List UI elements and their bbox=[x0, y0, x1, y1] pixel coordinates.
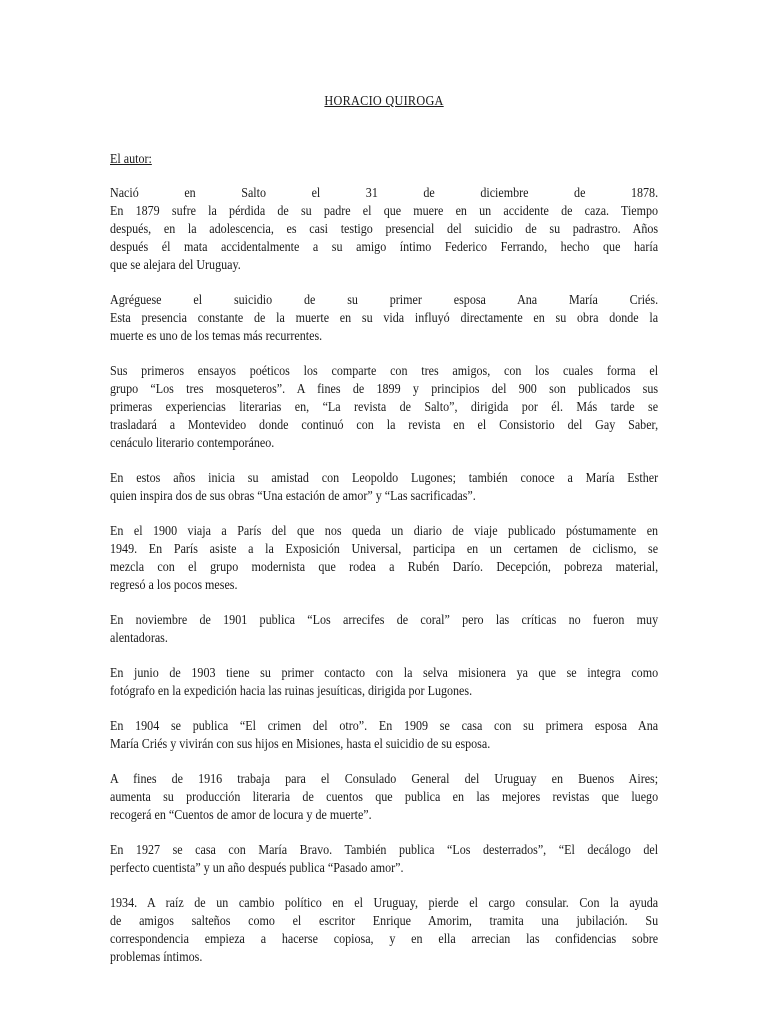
text-line: alentadoras. bbox=[110, 630, 168, 645]
paragraph bbox=[110, 894, 658, 966]
text-line: después, en la adolescencia, es casi testigo presencial del suicidio de su padrastro. Años bbox=[110, 221, 659, 236]
text-line: recogerá en “Cuentos de amor de locura y de muerte”. bbox=[110, 807, 372, 822]
text-line: después él mata accidentalmente a su amigo íntimo Federico Ferrando, hecho que haría bbox=[110, 239, 659, 254]
text-line: Sus primeros ensayos poéticos los comparte con tres amigos, con los cuales forma el bbox=[110, 363, 659, 378]
text-line: trasladará a Montevideo donde continuó con la revista en el Consistorio del Gay Saber, bbox=[110, 417, 659, 432]
text-line: 1934. A raíz de un cambio político en el Uruguay, pierde el cargo consular. Con la ayuda bbox=[110, 895, 659, 910]
text-line: Esta presencia constante de la muerte en su vida influyó directamente en su obra donde la bbox=[110, 310, 659, 325]
paragraph bbox=[110, 664, 658, 700]
text-line: En noviembre de 1901 publica “Los arrecifes de coral” pero las críticas no fueron muy bbox=[110, 612, 659, 627]
text-line: cenáculo literario contemporáneo. bbox=[110, 435, 275, 450]
paragraph-list bbox=[110, 184, 658, 966]
text-line: En el 1900 viaja a París del que nos queda un diario de viaje publicado póstumamente en bbox=[110, 523, 659, 538]
text-line: grupo “Los tres mosqueteros”. A fines de 1899 y principios del 900 son publicados sus bbox=[110, 381, 659, 396]
text-line: primeras experiencias literarias en, “La revista de Salto”, dirigida por él. Más tarde se bbox=[110, 399, 659, 414]
paragraph bbox=[110, 362, 658, 452]
text-line: aumenta su producción literaria de cuentos que publica en las mejores revistas que luego bbox=[110, 789, 659, 804]
text-line: En estos años inicia su amistad con Leopoldo Lugones; también conoce a María Esther bbox=[110, 470, 659, 485]
section-label: El autor: bbox=[110, 151, 152, 166]
text-line: muerte es uno de los temas más recurrentes. bbox=[110, 328, 323, 343]
text-line: En 1927 se casa con María Bravo. También publica “Los desterrados”, “El decálogo del bbox=[110, 842, 659, 857]
text-line: A fines de 1916 trabaja para el Consulado General del Uruguay en Buenos Aires; bbox=[110, 771, 659, 786]
text-line: 1949. En París asiste a la Exposición Universal, participa en un certamen de ciclismo, se bbox=[110, 541, 659, 556]
paragraph bbox=[110, 841, 658, 877]
text-line: En 1879 sufre la pérdida de su padre el que muere en un accidente de caza. Tiempo bbox=[110, 203, 659, 218]
paragraph bbox=[110, 291, 658, 345]
text-line: de amigos salteños como el escritor Enrique Amorim, tramita una jubilación. Su bbox=[110, 913, 659, 928]
text-line: perfecto cuentista” y un año después publica “Pasado amor”. bbox=[110, 860, 404, 875]
text-line: En 1904 se publica “El crimen del otro”. En 1909 se casa con su primera esposa Ana bbox=[110, 718, 659, 733]
text-line: que se alejara del Uruguay. bbox=[110, 257, 241, 272]
text-line: correspondencia empieza a hacerse copiosa, y en ella arrecian las confidencias sobre bbox=[110, 931, 659, 946]
text-line: regresó a los pocos meses. bbox=[110, 577, 238, 592]
paragraph bbox=[110, 770, 658, 824]
paragraph bbox=[110, 469, 658, 505]
text-line: María Criés y vivirán con sus hijos en Misiones, hasta el suicidio de su esposa. bbox=[110, 736, 491, 751]
document-page bbox=[110, 92, 658, 983]
text-line: quien inspira dos de sus obras “Una estación de amor” y “Las sacrificadas”. bbox=[110, 488, 476, 503]
text-line: Agréguese el suicidio de su primer esposa Ana María Criés. bbox=[110, 292, 659, 307]
paragraph bbox=[110, 611, 658, 647]
paragraph bbox=[110, 184, 658, 274]
paragraph bbox=[110, 717, 658, 753]
text-line: En junio de 1903 tiene su primer contacto con la selva misionera ya que se integra como bbox=[110, 665, 659, 680]
document-title: HORACIO QUIROGA bbox=[324, 93, 444, 108]
text-line: problemas íntimos. bbox=[110, 949, 203, 964]
paragraph bbox=[110, 522, 658, 594]
text-line: fotógrafo en la expedición hacia las ruinas jesuíticas, dirigida por Lugones. bbox=[110, 683, 473, 698]
text-line: Nació en Salto el 31 de diciembre de 1878. bbox=[110, 185, 659, 200]
text-line: mezcla con el grupo modernista que rodea a Rubén Darío. Decepción, pobreza material, bbox=[110, 559, 659, 574]
